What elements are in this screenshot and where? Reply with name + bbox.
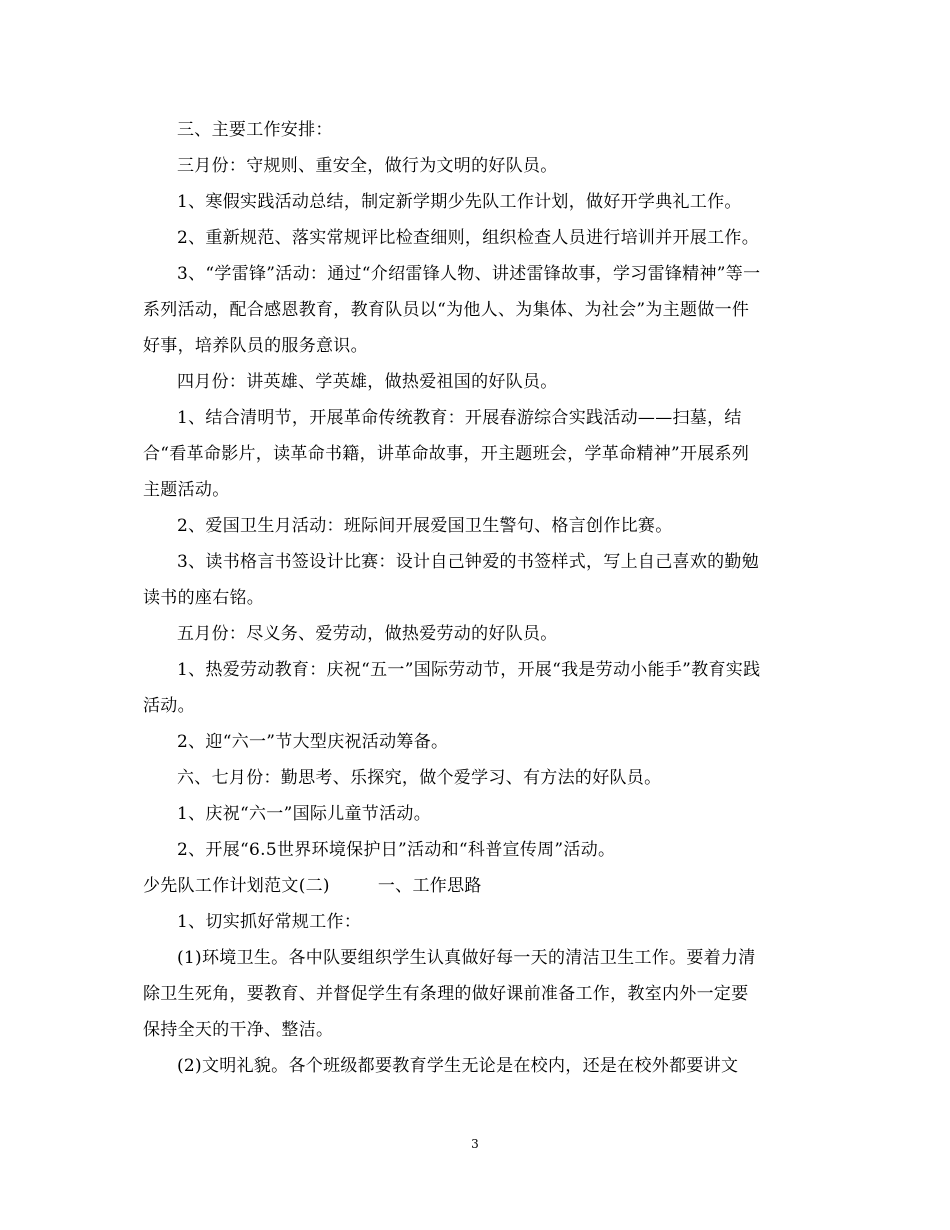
- paragraph-line: 好事，培养队员的服务意识。: [143, 336, 368, 356]
- paragraph-line: 1、热爱劳动教育：庆祝“五一”国际劳动节，开展“我是劳动小能手”教育实践: [177, 660, 761, 680]
- paragraph-line: 3、“学雷锋”活动：通过“介绍雷锋人物、讲述雷锋故事，学习雷锋精神”等一: [177, 264, 761, 284]
- paragraph-line: 1、庆祝“六一”国际儿童节活动。: [177, 804, 431, 824]
- paragraph-line: 1、寒假实践活动总结，制定新学期少先队工作计划，做好开学典礼工作。: [177, 192, 742, 212]
- paragraph-line: 系列活动，配合感恩教育，教育队员以“为他人、为集体、为社会”为主题做一件: [143, 300, 750, 320]
- paragraph-line: 1、切实抓好常规工作：: [177, 912, 362, 932]
- page-number: 3: [471, 1137, 479, 1151]
- paragraph-line: 合“看革命影片，读革命书籍，讲革命故事，开主题班会，学革命精神”开展系列: [143, 444, 750, 464]
- may-heading: 五月份：尽义务、爱劳动，做热爱劳动的好队员。: [177, 624, 558, 644]
- april-heading: 四月份：讲英雄、学英雄，做热爱祖国的好队员。: [177, 372, 558, 392]
- section-heading-main-arrangement: 三、主要工作安排：: [177, 120, 333, 140]
- june-july-heading: 六、七月份：勤思考、乐探究，做个爱学习、有方法的好队员。: [177, 768, 662, 788]
- paragraph-line: 保持全天的干净、整洁。: [143, 1020, 334, 1040]
- paragraph-line: 2、迎“六一”节大型庆祝活动筹备。: [177, 732, 449, 752]
- paragraph-line: 2、开展“6.5世界环境保护日”活动和“科普宣传周”活动。: [177, 840, 616, 860]
- paragraph-line: 1、结合清明节，开展革命传统教育：开展春游综合实践活动——扫墓，结: [177, 408, 742, 428]
- paragraph-line: 除卫生死角，要教育、并督促学生有条理的做好课前准备工作，教室内外一定要: [143, 984, 749, 1004]
- march-heading: 三月份：守规则、重安全，做行为文明的好队员。: [177, 156, 558, 176]
- section-title: 少先队工作计划范文(二): [143, 876, 330, 896]
- paragraph-line: 2、爱国卫生月活动：班际间开展爱国卫生警句、格言创作比赛。: [177, 516, 673, 536]
- section-heading-sample-two: [143, 868, 808, 904]
- paragraph-line: 活动。: [143, 696, 195, 716]
- paragraph-line: (1)环境卫生。各中队要组织学生认真做好每一天的清洁卫生工作。要着力清: [177, 948, 756, 968]
- paragraph-line: (2)文明礼貌。各个班级都要教育学生无论是在校内，还是在校外都要讲文: [177, 1056, 739, 1076]
- paragraph-line: 3、读书格言书签设计比赛：设计自己钟爱的书签样式，写上自己喜欢的勤勉: [177, 552, 760, 572]
- paragraph-line: 2、重新规范、落实常规评比检查细则，组织检查人员进行培训并开展工作。: [177, 228, 760, 248]
- section-subtitle: 一、工作思路: [377, 876, 482, 896]
- paragraph-line: 主题活动。: [143, 480, 230, 500]
- paragraph-line: 读书的座右铭。: [143, 588, 265, 608]
- document-body: [143, 112, 808, 1084]
